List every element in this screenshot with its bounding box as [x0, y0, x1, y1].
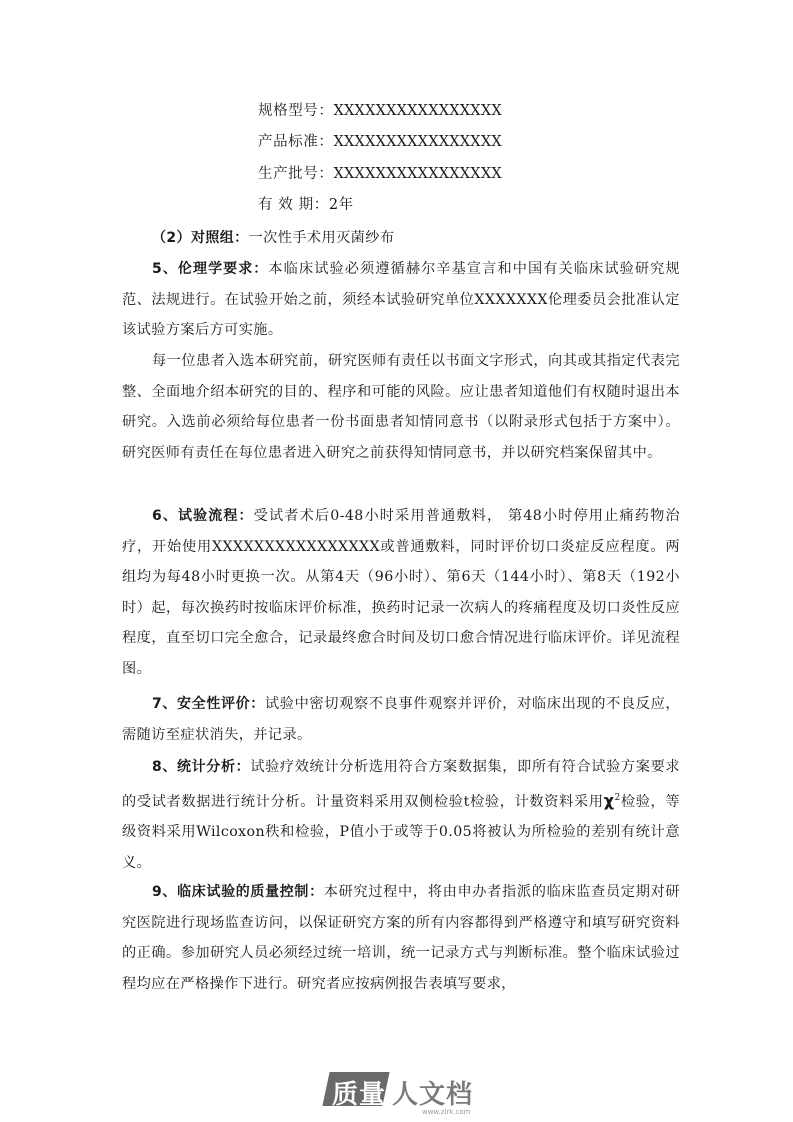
consent-paragraph: [122, 346, 680, 468]
stats-text-2: 检验，等级资料采用Wilcoxon秩和检验，P值小于或等于0.05将被认为所检验的差别有统计意义。: [122, 793, 680, 871]
spec-model-label: 规格型号：: [258, 103, 334, 119]
spec-standard-label: 产品标准：: [258, 134, 334, 150]
ethics-text: 本临床试验必须遵循赫尔辛基宣言和中国有关临床试验研究规范、法规进行。在试验开始之前，须经本试验研究单位XXXXXXX伦理委员会批准认定该试验方案后方可实施。: [122, 261, 680, 338]
control-group-line: [152, 223, 680, 254]
spec-batch-value: XXXXXXXXXXXXXXXX: [333, 166, 502, 182]
stats-section: [122, 752, 680, 878]
flow-text: 受试者术后0-48小时采用普通敷料， 第48小时停用止痛药物治疗，开始使用XXXXXXXXXXXXXXXX或普通敷料，同时评价切口炎症反应程度。两组均为每48小时更换一次。从第4天（96小时）、第6天（144小时）、第8天（192小时）起，每次换药时按临床评价标准，换药时记录一次病人的疼痛程度及切口炎性反应程度，直至切口完全愈合，记录最终愈合时间及切口愈合情况进行临床评价。详见流程图。: [122, 508, 680, 677]
consent-text: 每一位患者入选本研究前，研究医师有责任以书面文字形式，向其或其指定代表完整、全面地介绍本研究的目的、程序和可能的风险。应让患者知道他们有权随时退出本研究。入选前必须给每位患者一份书面患者知情同意书（以附录形式包括于方案中）。研究医师有责任在每位患者进入研究之前获得知情同意书，并以研究档案保留其中。: [122, 353, 680, 461]
spec-validity-value: 2年: [328, 197, 354, 213]
spec-batch-line: [258, 164, 502, 184]
spec-validity-label: 有 效 期：: [258, 197, 329, 213]
quality-control-text: 本研究过程中，将由申办者指派的临床监查员定期对研究医院进行现场监查访问，以保证研究方案的所有内容都得到严格遵守和填写研究资料的正确。参加研究人员必须经过统一培训，统一记录方式与判断标准。整个临床试验过程均应在严格操作下进行。研究者应按病例报告表填写要求，: [122, 884, 680, 992]
ethics-heading: 5、伦理学要求：: [152, 261, 269, 277]
ethics-section: [122, 254, 680, 346]
spec-validity-line: [258, 195, 354, 215]
chi-symbol: χ: [603, 790, 615, 810]
watermark-logo: [326, 1068, 476, 1118]
chi-superscript: 2: [614, 792, 621, 803]
watermark-url: www.zlrk.com: [422, 1108, 471, 1116]
spec-batch-label: 生产批号：: [258, 166, 334, 182]
spec-standard-line: [258, 132, 502, 152]
flow-heading: 6、试验流程：: [152, 508, 254, 524]
safety-heading: 7、安全性评价：: [152, 696, 265, 712]
quality-control-heading: 9、临床试验的质量控制：: [152, 884, 324, 900]
watermark-text-1: 质量: [332, 1080, 387, 1110]
control-group-text: 一次性手术用灭菌纱布: [248, 230, 395, 246]
watermark-text-2: 人文档: [392, 1080, 474, 1110]
safety-section: [122, 689, 680, 750]
spec-model-line: [258, 101, 502, 121]
safety-text: 试验中密切观察不良事件观察并评价，对临床出现的不良反应，需随访至症状消失，并记录。: [122, 696, 680, 743]
flow-section: [122, 501, 680, 684]
quality-control-section: [122, 877, 680, 999]
stats-heading: 8、统计分析：: [152, 759, 251, 775]
spec-standard-value: XXXXXXXXXXXXXXXX: [333, 134, 502, 150]
control-group-heading: （2）对照组：: [152, 230, 249, 246]
spec-model-value: XXXXXXXXXXXXXXXX: [333, 103, 502, 119]
stats-text-1: 试验疗效统计分析选用符合方案数据集，即所有符合试验方案要求的受试者数据进行统计分析。计量资料采用双侧检验t检验，计数资料采用: [122, 759, 680, 810]
